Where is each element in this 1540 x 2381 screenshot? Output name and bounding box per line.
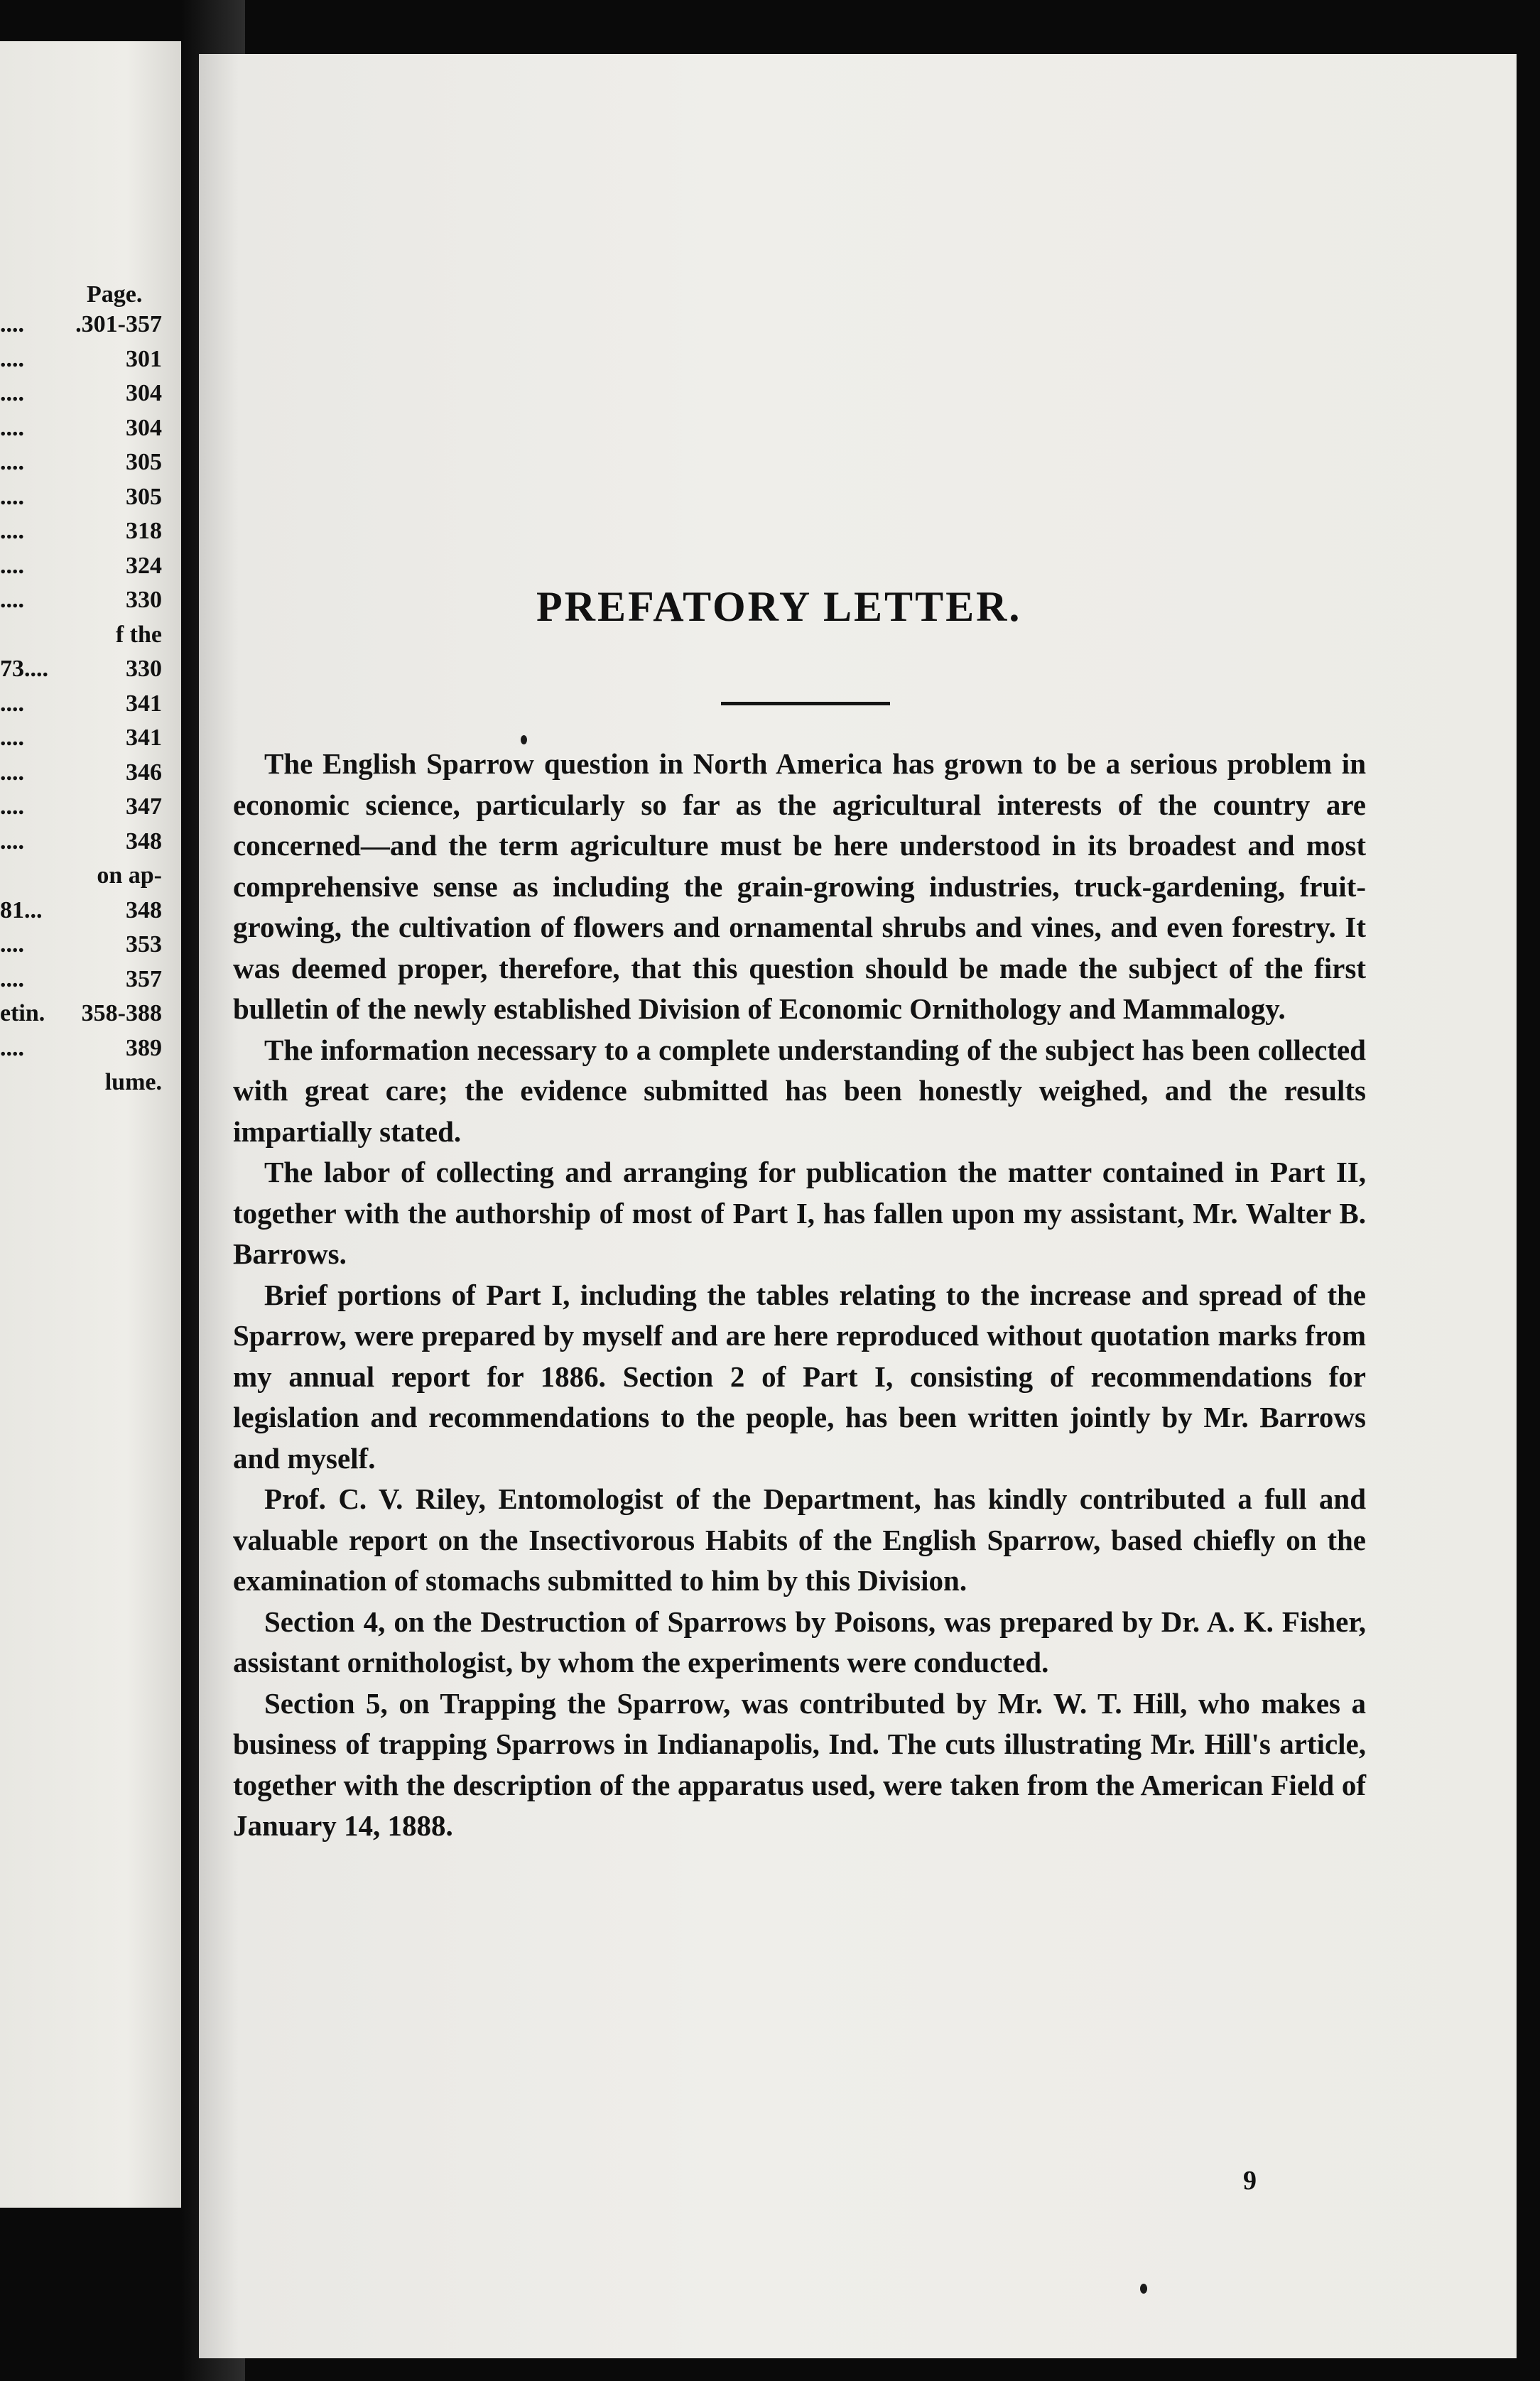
toc-page-number: 330 [126,656,162,682]
toc-entry-text: lume. [104,1069,162,1095]
toc-entry [0,480,162,515]
toc-entry-text: .... [0,414,24,441]
toc-page-number: 304 [126,380,162,406]
toc-entry [0,618,162,653]
toc-entry [0,825,162,859]
toc-page-number: 318 [126,518,162,544]
toc-entry-text: .... [0,380,24,406]
toc-entry-text: .... [0,345,24,372]
toc-entry-text: .... [0,552,24,579]
toc-page-number: .301-357 [75,311,162,337]
toc-entry [0,721,162,756]
toc-page-number: 305 [126,449,162,475]
toc-entry-text: .... [0,587,24,613]
toc-page-number: 347 [126,793,162,820]
toc-entry [0,859,162,894]
body-paragraph: Brief portions of Part I, including the tables relating to the increase and spread of the Sparrow, were prepared by myself and are here reproduced without quotation marks from my annual report for 1886. Section 2 of Part I, consisting of recommendations for legislation and recommendations to the people, has been written jointly by Mr. Barrows and myself. [233,1278,1366,1475]
toc-entry [0,1065,162,1100]
toc-entry [0,790,162,825]
letter-body [233,744,1366,1847]
toc-entry [0,962,162,997]
toc-page-number: 305 [126,483,162,510]
toc-page-number: 341 [126,690,162,717]
toc-entry-text: .... [0,759,24,786]
toc-page-number: 357 [126,965,162,992]
body-paragraph: The labor of collecting and arranging for publication the matter contained in Part II, together with the authorship of most of Part I, has fallen upon my assistant, Mr. Walter B. Barrows. [233,1156,1366,1270]
toc-entry-text: .... [0,1034,24,1061]
toc-entry-text: .... [0,518,24,544]
toc-entry-text: 73.... [0,656,48,682]
toc-page-header: Page. [87,281,143,308]
toc-entry [0,583,162,618]
toc-entry-text: on ap- [97,862,162,889]
toc-entry-text: .... [0,793,24,820]
toc-page-number: 353 [126,931,162,958]
toc-page-number: 389 [126,1034,162,1061]
toc-entry [0,308,162,342]
title-divider [721,702,890,705]
left-facing-page [0,41,181,2208]
toc-entry [0,342,162,377]
toc-page-number: 304 [126,414,162,441]
toc-entry-text: .... [0,449,24,475]
toc-entry-text: f the [115,621,162,648]
toc-entry [0,894,162,928]
toc-entry-list [0,308,162,1100]
body-paragraph: Prof. C. V. Riley, Entomologist of the Department, has kindly contributed a full and valuable report on the Insectivorous Habits of the English Sparrow, based chiefly on the examination of stomachs submitted to him by this Division. [233,1482,1366,1597]
toc-entry [0,514,162,549]
toc-entry-text: etin. [0,1000,45,1026]
toc-page-number: 358-388 [81,1000,162,1026]
toc-entry-text: 81... [0,896,43,923]
print-speck [1140,2284,1147,2294]
toc-entry [0,687,162,722]
toc-entry [0,411,162,446]
toc-entry [0,756,162,791]
toc-page-number: 348 [126,828,162,855]
toc-entry-text: .... [0,311,24,337]
body-paragraph: Section 5, on Trapping the Sparrow, was contributed by Mr. W. T. Hill, who makes a business of trapping Sparrows in Indianapolis, Ind. The cuts illustrating Mr. Hill's article, together with the description of the apparatus used, were taken from the American Field of January 14, 1888. [233,1686,1366,1842]
toc-entry-text: .... [0,965,24,992]
toc-entry [0,652,162,687]
toc-entry [0,445,162,480]
toc-entry-text: .... [0,725,24,751]
page-number: 9 [1243,2166,1257,2196]
toc-page-number: 330 [126,587,162,613]
toc-page-number: 341 [126,725,162,751]
toc-entry [0,1031,162,1066]
body-paragraph: The information necessary to a complete understanding of the subject has been collected with great care; the evidence submitted has been honestly weighed, and the results impartially stated. [233,1033,1366,1148]
toc-page-number: 324 [126,552,162,579]
toc-entry [0,549,162,584]
body-paragraph: The English Sparrow question in North America has grown to be a serious problem in economic science, particularly so far as the agricultural interests of the country are concerned—and the term agriculture must be here understood in its broadest and most comprehensive sense as including the grain-growing industries, truck-gardening, fruit-growing, the cultivation of flowers and ornamental shrubs and vines, and even forestry. It was deemed proper, therefore, that this question should be made the subject of the first bulletin of the newly established Division of Economic Ornithology and Mammalogy. [233,747,1366,1025]
toc-entry-text: .... [0,931,24,958]
toc-entry-text: .... [0,690,24,717]
toc-entry [0,997,162,1031]
body-paragraph: Section 4, on the Destruction of Sparrows by Poisons, was prepared by Dr. A. K. Fisher, assistant ornithologist, by whom the experiments were conducted. [233,1605,1366,1678]
toc-page-number: 301 [126,345,162,372]
toc-entry-text: .... [0,828,24,855]
toc-entry-text: .... [0,483,24,510]
print-speck [521,735,527,744]
toc-page-number: 348 [126,896,162,923]
toc-entry [0,376,162,411]
toc-page-number: 346 [126,759,162,786]
toc-entry [0,928,162,962]
page-title: PREFATORY LETTER. [536,583,1022,630]
